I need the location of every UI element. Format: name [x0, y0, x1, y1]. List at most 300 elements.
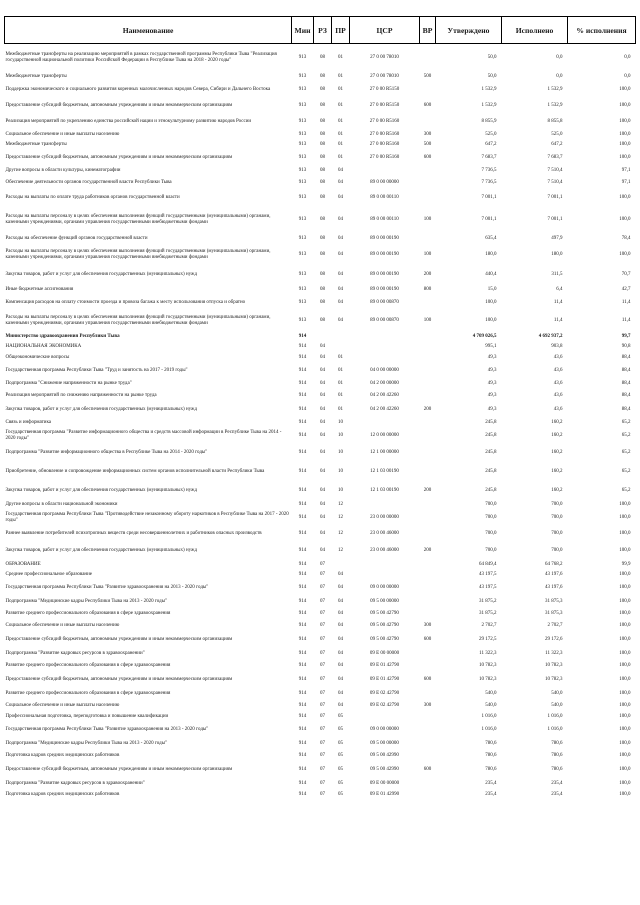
cell-pr: 05 — [338, 780, 343, 786]
cell-rz: 04 — [320, 514, 325, 520]
cell-name: Закупка товаров, работ и услуг для обеспечения государственных (муниципальных) нужд — [5, 406, 198, 412]
cell-approved: 11 322,3 — [479, 650, 497, 656]
cell-executed: 8 855,8 — [547, 118, 563, 124]
cell-approved: 700,0 — [485, 547, 497, 553]
cell-pr: 04 — [338, 251, 343, 257]
cell-approved: 180,0 — [485, 251, 497, 257]
cell-vr: 600 — [423, 154, 432, 160]
cell-executed: 7 001,1 — [547, 194, 563, 200]
cell-pr — [332, 560, 350, 570]
cell-rz: 07 — [320, 766, 325, 772]
cell-csr: 27 0 00 R5160 — [369, 154, 400, 160]
cell-rz: 08 — [320, 235, 325, 241]
cell-vr — [420, 190, 436, 206]
cell-rz: 07 — [320, 752, 325, 758]
cell-executed: 11,4 — [553, 317, 563, 323]
cell-executed: 1 016,0 — [547, 726, 563, 732]
cell-percent: 65,2 — [621, 432, 631, 438]
cell-percent: 100,0 — [619, 547, 631, 553]
cell-executed: 31 875,3 — [545, 598, 563, 604]
table-row — [5, 790, 636, 800]
cell-rz: 07 — [320, 610, 325, 616]
table-row — [5, 364, 636, 378]
cell-executed: 31 875,3 — [545, 610, 563, 616]
cell-min: 913 — [298, 73, 307, 79]
cell-min: 914 — [298, 766, 307, 772]
cell-pr: 04 — [338, 702, 343, 708]
cell-vr — [420, 510, 436, 526]
cell-name: Государственная программа Республики Тыва "Развитие здравоохранения на 2013 - 2020 годы" — [5, 726, 209, 732]
table-row — [5, 342, 636, 352]
cell-rz: 07 — [320, 662, 325, 668]
table-row — [5, 140, 636, 150]
cell-pr: 04 — [338, 636, 343, 642]
cell-pr: 10 — [338, 432, 343, 438]
cell-pr: 01 — [338, 73, 343, 79]
cell-approved: 540,0 — [485, 690, 497, 696]
cell-min: 914 — [298, 514, 307, 520]
cell-approved: 245,8 — [485, 468, 497, 474]
cell-executed: 540,0 — [551, 690, 563, 696]
cell-name: Закупка товаров, работ и услуг для обеспечения государственных (муниципальных) нужд — [5, 487, 198, 493]
cell-name: Межбюджетные трансферты — [5, 73, 67, 79]
cell-csr: 09 5 00 00000 — [370, 740, 399, 746]
cell-executed: 700,0 — [551, 514, 563, 520]
cell-name: Раннее выявление потребителей психотропных веществ среди несовершеннолетних и работников опасных производств — [5, 530, 262, 536]
cell-approved: 1 016,0 — [481, 726, 497, 732]
cell-name: Реализация мероприятий по снижению напряженности на рынке труда — [5, 392, 157, 398]
cell-min: 914 — [298, 650, 307, 656]
table-row — [5, 596, 636, 608]
cell-rz: 07 — [320, 726, 325, 732]
cell-approved: 245,8 — [485, 432, 497, 438]
cell-percent: 100,0 — [619, 118, 631, 124]
table-row — [5, 510, 636, 526]
cell-percent: 97,1 — [621, 179, 631, 185]
cell-approved: 647,2 — [485, 141, 497, 147]
cell-percent: 11,4 — [621, 317, 631, 323]
cell-vr — [420, 778, 436, 790]
cell-approved: 64 849,4 — [479, 561, 497, 567]
cell-csr: 09 5 00 42990 — [370, 766, 399, 772]
cell-min: 914 — [298, 367, 307, 373]
cell-min: 914 — [298, 636, 307, 642]
cell-pr: 04 — [338, 571, 343, 577]
col-header-percent: % исполнения — [568, 17, 636, 44]
cell-rz: 04 — [320, 487, 325, 493]
cell-percent: 99,7 — [621, 333, 631, 339]
cell-approved: 245,8 — [485, 487, 497, 493]
cell-name: Предоставление субсидий бюджетным, автономным учреждениям и иным некоммерческим организациям — [5, 102, 233, 108]
cell-csr — [350, 500, 420, 510]
cell-rz: 04 — [320, 547, 325, 553]
cell-executed: 11,4 — [553, 299, 563, 305]
cell-executed: 29 172,6 — [545, 636, 563, 642]
cell-percent: 65,2 — [621, 449, 631, 455]
cell-executed: 780,6 — [551, 752, 563, 758]
cell-approved: 10 782,3 — [479, 662, 497, 668]
cell-min: 914 — [298, 713, 307, 719]
cell-name: Межбюджетные трансферты на реализацию мероприятий в рамках государственной программы Республики Тыва "Реализация государственной национальной политики Российской Федерации в Республике Тыва на 2018 - 2020 годы" — [5, 51, 277, 63]
cell-name: Расходы на выплаты по оплате труда работников органов государственной власти — [5, 194, 180, 200]
cell-executed: 0,0 — [556, 54, 563, 60]
cell-vr: 600 — [423, 676, 432, 682]
cell-approved: 49,3 — [487, 406, 497, 412]
cell-percent: 100,0 — [619, 584, 631, 590]
cell-vr — [420, 166, 436, 176]
cell-min: 914 — [298, 690, 307, 696]
cell-percent: 88,4 — [621, 380, 631, 386]
cell-name: Государственная программа Республики Тыва "Развитие здравоохранения на 2013 - 2020 годы" — [5, 584, 209, 590]
cell-rz: 07 — [320, 702, 325, 708]
cell-approved: 525,0 — [485, 131, 497, 137]
table-row — [5, 738, 636, 750]
cell-pr: 04 — [338, 235, 343, 241]
cell-name: Развитие среднего профессионального образования в сфере здравоохранения — [5, 662, 171, 668]
cell-executed: 700,0 — [551, 530, 563, 536]
cell-vr — [420, 296, 436, 310]
cell-min: 914 — [298, 561, 307, 567]
cell-vr: 100 — [423, 317, 432, 323]
cell-csr: 89 0 00 00190 — [370, 286, 399, 292]
cell-csr: 89 0 00 00870 — [370, 299, 399, 305]
cell-name: Связь и информатика — [5, 419, 52, 425]
table-body — [5, 44, 636, 800]
cell-min: 913 — [298, 102, 307, 108]
cell-vr — [420, 560, 436, 570]
cell-rz: 07 — [320, 690, 325, 696]
cell-executed: 43,6 — [553, 367, 563, 373]
cell-vr — [420, 722, 436, 738]
cell-vr — [420, 332, 436, 342]
cell-name: Среднее профессиональное образование — [5, 571, 92, 577]
cell-approved: 15,0 — [487, 286, 497, 292]
cell-rz: 08 — [320, 216, 325, 222]
cell-name: Социальное обеспечение и иные выплаты населению — [5, 622, 120, 628]
cell-csr: 12 1 03 00190 — [370, 468, 399, 474]
cell-rz: 08 — [320, 167, 325, 173]
cell-vr: 100 — [423, 216, 432, 222]
cell-min: 914 — [298, 662, 307, 668]
cell-name: Развитие среднего профессионального образования в сфере здравоохранения — [5, 690, 171, 696]
table-row — [5, 712, 636, 722]
cell-pr: 01 — [338, 380, 343, 386]
cell-csr — [350, 418, 420, 428]
cell-csr: 27 0 00 R5160 — [369, 131, 400, 137]
cell-rz: 08 — [320, 271, 325, 277]
cell-csr: 09 Е 01 42790 — [369, 676, 400, 682]
table-header-row — [5, 17, 636, 44]
cell-percent: 100,0 — [619, 102, 631, 108]
cell-rz: 08 — [320, 286, 325, 292]
cell-vr — [420, 82, 436, 98]
cell-executed: 180,0 — [551, 251, 563, 257]
table-row — [5, 580, 636, 596]
cell-pr: 01 — [338, 154, 343, 160]
table-row — [5, 620, 636, 632]
cell-percent: 100,0 — [619, 530, 631, 536]
cell-executed: 10 782,3 — [545, 676, 563, 682]
cell-name: Расходы на выплаты персоналу в целях обеспечения выполнения функций государственными (муниципальными) органами, казенными учреждениями, органами управления государственными внебюджетными фондами — [5, 314, 271, 326]
cell-rz: 07 — [320, 598, 325, 604]
cell-approved: 7 001,1 — [481, 216, 497, 222]
cell-rz: 04 — [320, 343, 325, 349]
cell-approved: 780,6 — [485, 740, 497, 746]
cell-vr: 600 — [423, 766, 432, 772]
cell-min: 914 — [298, 598, 307, 604]
cell-min: 914 — [298, 571, 307, 577]
cell-percent: 100,0 — [619, 702, 631, 708]
cell-pr — [332, 332, 350, 342]
cell-csr: 09 Е 00 00000 — [369, 780, 400, 786]
cell-rz: 07 — [320, 584, 325, 590]
cell-vr — [420, 378, 436, 390]
cell-percent: 100,0 — [619, 752, 631, 758]
cell-executed: 903,8 — [551, 343, 563, 349]
cell-name: Государственная программа "Развитие информационного общества и средств массовой информации в Республике Тыва на 2014 - 2020 годы" — [5, 429, 282, 441]
cell-vr — [420, 580, 436, 596]
cell-rz: 07 — [320, 676, 325, 682]
cell-rz: 08 — [320, 154, 325, 160]
cell-rz: 04 — [320, 406, 325, 412]
cell-rz: 04 — [320, 367, 325, 373]
cell-executed: 43,6 — [553, 406, 563, 412]
cell-name: Подготовка кадров средних медицинских работников — [5, 791, 120, 797]
cell-csr — [350, 342, 420, 352]
cell-pr: 10 — [338, 468, 343, 474]
table-row — [5, 98, 636, 114]
cell-approved: 7 736,5 — [481, 179, 497, 185]
cell-approved: 29 172,5 — [479, 636, 497, 642]
cell-csr: 09 5 00 42790 — [370, 622, 399, 628]
cell-pr: 10 — [338, 487, 343, 493]
cell-pr: 04 — [338, 584, 343, 590]
cell-percent: 100,0 — [619, 622, 631, 628]
cell-approved: 10 782,3 — [479, 676, 497, 682]
cell-pr — [332, 342, 350, 352]
cell-min: 914 — [298, 392, 307, 398]
table-row — [5, 444, 636, 462]
cell-executed: 2 702,7 — [547, 622, 563, 628]
cell-executed: 235,4 — [551, 780, 563, 786]
table-row — [5, 284, 636, 296]
cell-min: 913 — [298, 251, 307, 257]
cell-name: Социальное обеспечение и иные выплаты населению — [5, 702, 120, 708]
cell-name: Расходы на выплаты персоналу в целях обеспечения выполнения функций государственными (муниципальными) органами, казенными учреждениями, органами управления государственными внебюджетными фондами — [5, 248, 271, 260]
table-row — [5, 150, 636, 166]
cell-executed: 311,5 — [551, 271, 563, 277]
table-row — [5, 418, 636, 428]
cell-vr — [420, 44, 436, 72]
cell-rz — [314, 332, 332, 342]
cell-vr: 600 — [423, 636, 432, 642]
cell-min: 914 — [298, 468, 307, 474]
cell-min: 914 — [298, 501, 307, 507]
cell-name: Развитие среднего профессионального образования в сфере здравоохранения — [5, 610, 171, 616]
cell-percent: 100,0 — [619, 636, 631, 642]
cell-executed: 6,4 — [556, 286, 563, 292]
cell-approved: 49,3 — [487, 354, 497, 360]
cell-min: 914 — [298, 676, 307, 682]
cell-name: Обеспечение деятельности органов государственной власти Республики Тыва — [5, 179, 172, 185]
cell-rz: 08 — [320, 131, 325, 137]
table-row — [5, 190, 636, 206]
cell-vr: 500 — [423, 73, 432, 79]
cell-vr — [420, 688, 436, 700]
cell-vr: 100 — [423, 251, 432, 257]
cell-percent: 100,0 — [619, 610, 631, 616]
cell-pr: 12 — [338, 501, 343, 507]
cell-pr: 05 — [338, 726, 343, 732]
cell-vr — [420, 608, 436, 620]
cell-csr — [350, 352, 420, 364]
cell-rz: 08 — [320, 141, 325, 147]
cell-percent: 65,2 — [621, 487, 631, 493]
cell-vr: 300 — [423, 622, 432, 628]
cell-percent: 11,4 — [621, 299, 631, 305]
table-row — [5, 560, 636, 570]
cell-name: НАЦИОНАЛЬНАЯ ЭКОНОМИКА — [5, 343, 82, 349]
cell-rz: 04 — [320, 530, 325, 536]
cell-pr: 05 — [338, 713, 343, 719]
cell-percent: 100,0 — [619, 690, 631, 696]
cell-min: 913 — [298, 54, 307, 60]
cell-name: Предоставление субсидий бюджетным, автономным учреждениям и иным некоммерческим организациям — [5, 766, 233, 772]
col-header-approved: Утверждено — [436, 17, 502, 44]
cell-executed: 160,2 — [551, 449, 563, 455]
cell-vr: 600 — [423, 102, 432, 108]
col-header-pr: ПР — [332, 17, 350, 44]
col-header-min: Мин — [292, 17, 314, 44]
cell-csr: 27 0 00 R5150 — [369, 102, 400, 108]
cell-rz: 08 — [320, 299, 325, 305]
cell-vr: 200 — [423, 271, 432, 277]
cell-name: Приобретение, обновление и сопровождение информационных систем органов исполнительной власти Республики Тыва — [5, 468, 265, 474]
cell-min: 914 — [298, 530, 307, 536]
cell-executed: 7 510,4 — [547, 167, 563, 173]
cell-vr: 500 — [423, 141, 432, 147]
cell-name: Общеэкономические вопросы — [5, 354, 70, 360]
cell-csr: 09 Е 01 42790 — [369, 662, 400, 668]
cell-min: 914 — [298, 419, 307, 425]
cell-name: Профессиональная подготовка, переподготовка и повышение квалификации — [5, 713, 169, 719]
cell-vr — [420, 418, 436, 428]
cell-min: 914 — [298, 780, 307, 786]
cell-executed: 1 532,9 — [547, 86, 563, 92]
cell-min: 914 — [298, 702, 307, 708]
cell-approved: 700,0 — [485, 530, 497, 536]
cell-pr: 12 — [338, 547, 343, 553]
cell-vr — [420, 462, 436, 482]
cell-pr: 01 — [338, 392, 343, 398]
cell-csr: 27 0 00 78010 — [370, 54, 399, 60]
cell-vr — [420, 648, 436, 660]
cell-csr: 23 0 00 00000 — [370, 514, 399, 520]
table-row — [5, 402, 636, 418]
cell-rz: 04 — [320, 419, 325, 425]
cell-pr: 01 — [338, 141, 343, 147]
cell-percent: 70,7 — [621, 271, 631, 277]
cell-percent: 100,0 — [619, 740, 631, 746]
cell-csr: 09 Е 02 42790 — [369, 690, 400, 696]
cell-approved: 635,4 — [485, 235, 497, 241]
cell-vr — [420, 570, 436, 580]
cell-percent: 100,0 — [619, 501, 631, 507]
cell-rz: 04 — [320, 432, 325, 438]
cell-name: ОБРАЗОВАНИЕ — [5, 561, 41, 567]
cell-min: 914 — [298, 547, 307, 553]
cell-csr: 89 0 00 00190 — [370, 271, 399, 277]
cell-vr: 200 — [423, 406, 432, 412]
cell-name: Компенсация расходов на оплату стоимости проезда и провоза багажа к месту использования отпуска и обратно — [5, 299, 246, 305]
cell-vr — [420, 500, 436, 510]
table-row — [5, 542, 636, 560]
cell-csr: 27 0 00 R5160 — [369, 141, 400, 147]
cell-rz: 07 — [320, 571, 325, 577]
cell-name: Министерство здравоохранения Республики Тыва — [5, 333, 120, 339]
cell-vr — [420, 342, 436, 352]
cell-pr: 04 — [338, 610, 343, 616]
cell-executed: 235,4 — [551, 791, 563, 797]
cell-approved: 235,4 — [485, 791, 497, 797]
cell-name: Поддержка экономического и социального развития коренных малочисленных народов Севера, Сибири и Дальнего Востока — [5, 86, 271, 92]
table-row — [5, 176, 636, 190]
cell-vr — [420, 596, 436, 608]
cell-pr: 04 — [338, 650, 343, 656]
cell-rz: 08 — [320, 118, 325, 124]
cell-approved: 49,3 — [487, 380, 497, 386]
cell-pr: 01 — [338, 86, 343, 92]
cell-executed: 7 510,4 — [547, 179, 563, 185]
cell-approved: 2 702,7 — [481, 622, 497, 628]
cell-pr: 04 — [338, 317, 343, 323]
table-row — [5, 296, 636, 310]
cell-csr: 09 Е 01 42990 — [369, 791, 400, 797]
cell-min: 913 — [298, 118, 307, 124]
cell-rz: 08 — [320, 194, 325, 200]
cell-vr: 200 — [423, 547, 432, 553]
cell-csr: 04 2 00 42260 — [370, 406, 399, 412]
cell-pr: 01 — [338, 406, 343, 412]
cell-approved: 700,0 — [485, 514, 497, 520]
cell-name: Подпрограмма "Снижение напряженности на рынке труда" — [5, 380, 132, 386]
cell-percent: 100,0 — [619, 726, 631, 732]
cell-executed: 497,9 — [551, 235, 563, 241]
cell-rz: 07 — [320, 650, 325, 656]
table-row — [5, 72, 636, 82]
cell-pr: 04 — [338, 690, 343, 696]
cell-executed: 43,6 — [553, 392, 563, 398]
cell-approved: 780,6 — [485, 752, 497, 758]
cell-executed: 540,0 — [551, 702, 563, 708]
table-row — [5, 462, 636, 482]
cell-approved: 43 197,5 — [479, 571, 497, 577]
cell-executed: 160,2 — [551, 432, 563, 438]
cell-percent: 65,2 — [621, 419, 631, 425]
cell-min: 913 — [298, 194, 307, 200]
table-row — [5, 44, 636, 72]
cell-approved: 31 875,2 — [479, 598, 497, 604]
cell-name: Подготовка кадров средних медицинских работников — [5, 752, 120, 758]
cell-min: 913 — [298, 216, 307, 222]
cell-min: 913 — [298, 271, 307, 277]
cell-pr: 05 — [338, 740, 343, 746]
cell-csr: 27 0 00 R5150 — [369, 86, 400, 92]
cell-pr: 04 — [338, 598, 343, 604]
cell-rz: 04 — [320, 380, 325, 386]
table-row — [5, 700, 636, 712]
cell-percent: 65,2 — [621, 468, 631, 474]
